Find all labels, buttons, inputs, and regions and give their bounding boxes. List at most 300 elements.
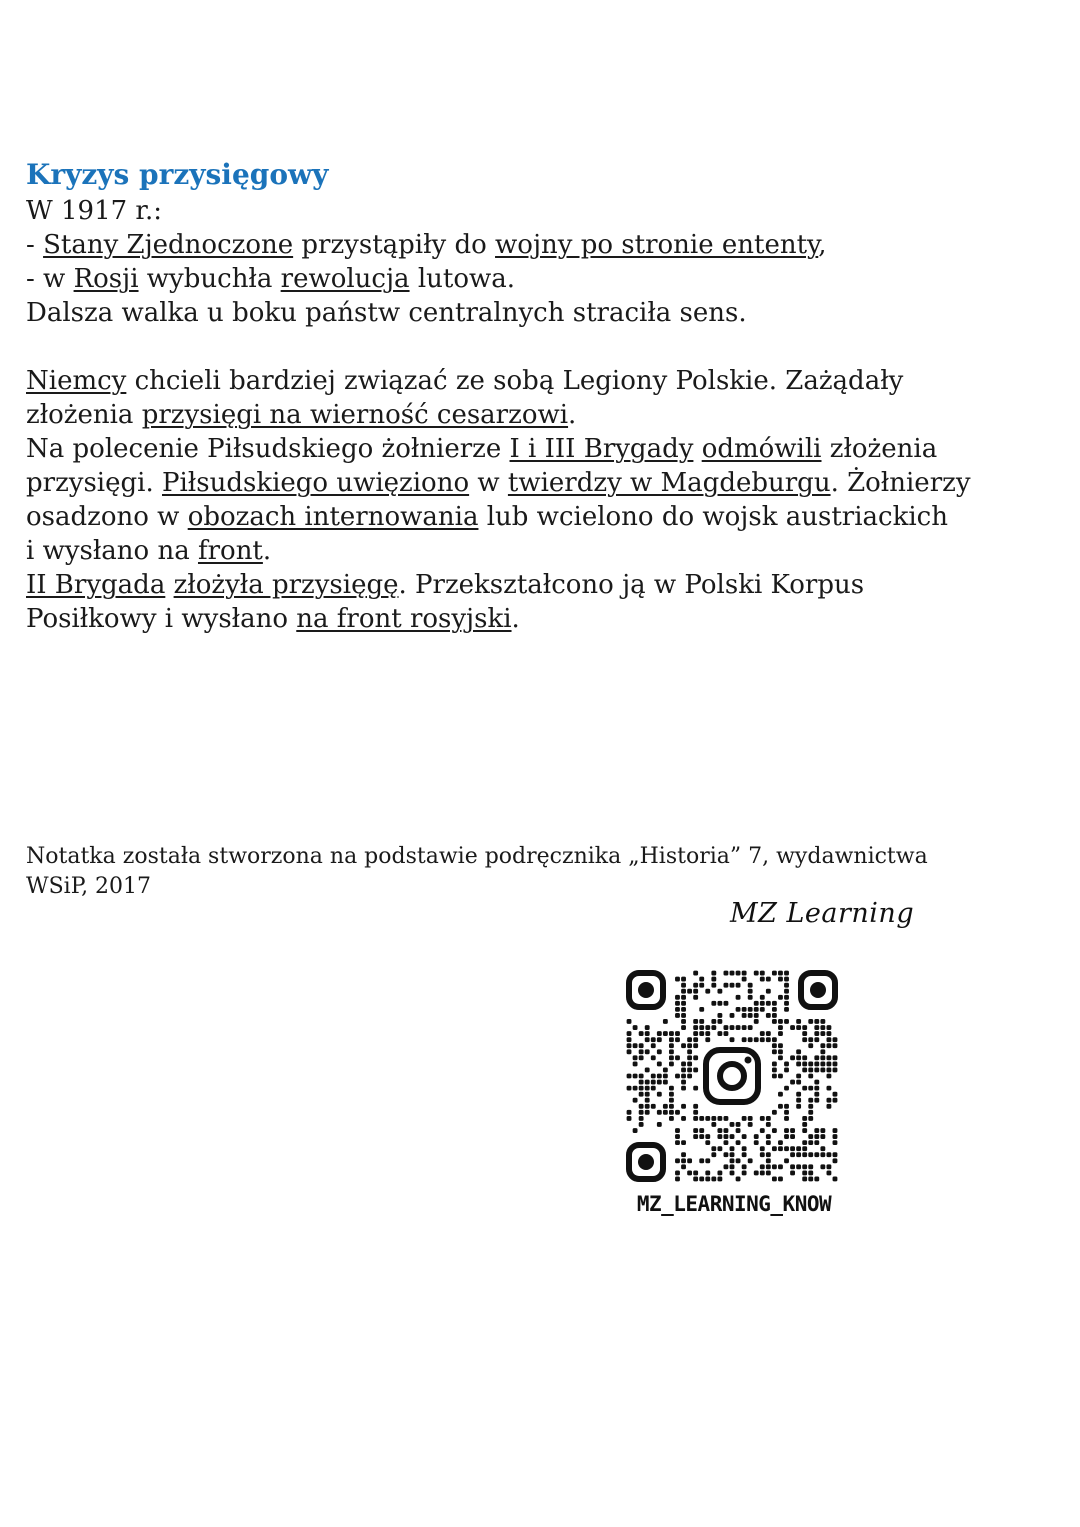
qr-module (766, 1013, 771, 1018)
qr-module (693, 1086, 698, 1091)
qr-module (657, 1037, 662, 1042)
qr-module (772, 1043, 777, 1048)
text: . Żołnierzy (830, 468, 971, 498)
qr-module (826, 1055, 831, 1060)
qr-module (693, 995, 698, 1000)
qr-module (796, 1061, 801, 1066)
underlined-term: na front rosyjski (296, 604, 512, 634)
qr-module (681, 1019, 686, 1024)
signature: MZ Learning (730, 898, 915, 929)
qr-module (760, 1128, 765, 1133)
qr-module (675, 1158, 680, 1163)
qr-module (748, 1007, 753, 1012)
qr-module (693, 1170, 698, 1175)
qr-module (730, 1037, 735, 1042)
qr-module (772, 1061, 777, 1066)
qr-module (705, 1037, 710, 1042)
qr-module (820, 1049, 825, 1054)
qr-module (657, 1080, 662, 1085)
qr-module (645, 1092, 650, 1097)
qr-module (693, 1025, 698, 1030)
qr-module (754, 1170, 759, 1175)
underlined-term: rewolucja (280, 264, 410, 294)
qr-module (808, 1140, 813, 1145)
qr-module (778, 1074, 783, 1079)
qr-module (784, 1134, 789, 1139)
qr-module (633, 1128, 638, 1133)
qr-module (778, 1055, 783, 1060)
qr-module (663, 1074, 668, 1079)
qr-module (681, 1001, 686, 1006)
text: przystąpiły do (293, 230, 496, 260)
qr-module (657, 1074, 662, 1079)
qr-module (724, 1164, 729, 1169)
qr-module (687, 1170, 692, 1175)
qr-module (681, 1068, 686, 1073)
qr-module (802, 1146, 807, 1151)
qr-module (645, 1110, 650, 1115)
qr-module (736, 983, 741, 988)
qr-module (802, 1061, 807, 1066)
qr-module (833, 1128, 838, 1133)
qr-module (681, 1013, 686, 1018)
qr-module (760, 1116, 765, 1121)
qr-module (669, 1043, 674, 1048)
qr-module (627, 1110, 632, 1115)
qr-module (826, 1098, 831, 1103)
qr-module (784, 1146, 789, 1151)
qr-module (820, 1043, 825, 1048)
qr-module (699, 1177, 704, 1182)
qr-module (833, 1092, 838, 1097)
qr-module (711, 1152, 716, 1157)
qr-module (784, 1110, 789, 1115)
text: lub wcielono do wojsk austriackich (478, 502, 948, 532)
qr-module (814, 1140, 819, 1145)
text: osadzono w (26, 502, 188, 532)
qr-module (778, 1092, 783, 1097)
qr-module (687, 1055, 692, 1060)
qr-module (627, 1116, 632, 1121)
qr-module (675, 1128, 680, 1133)
qr-module (820, 1134, 825, 1139)
qr-module (633, 1055, 638, 1060)
qr-module (675, 1055, 680, 1060)
qr-module (711, 977, 716, 982)
qr-module (766, 1001, 771, 1006)
qr-module (693, 983, 698, 988)
qr-module (826, 1031, 831, 1036)
qr-module (717, 989, 722, 994)
qr-module (675, 1177, 680, 1182)
qr-module (808, 1043, 813, 1048)
qr-module (766, 1170, 771, 1175)
text: , (818, 230, 827, 260)
qr-module (657, 1061, 662, 1066)
qr-module (760, 1170, 765, 1175)
qr-module (645, 1104, 650, 1109)
qr-module (796, 1152, 801, 1157)
qr-module (790, 1080, 795, 1085)
qr-module (826, 1104, 831, 1109)
text: chcieli bardziej związać ze sobą Legiony Polskie. Zażądały (126, 366, 904, 396)
qr-module (766, 1140, 771, 1145)
qr-module (687, 1074, 692, 1079)
qr-module (748, 989, 753, 994)
qr-module (651, 1080, 656, 1085)
qr-module (693, 1043, 698, 1048)
qr-module (736, 1122, 741, 1127)
qr-module (705, 1134, 710, 1139)
qr-module (778, 1019, 783, 1024)
qr-module (778, 1104, 783, 1109)
qr-module (717, 1128, 722, 1133)
qr-module (796, 1019, 801, 1024)
text: złożenia (26, 400, 142, 430)
qr-module (669, 1116, 674, 1121)
qr-module (639, 1116, 644, 1121)
qr-module (814, 1098, 819, 1103)
qr-module (820, 1146, 825, 1151)
qr-module (693, 1177, 698, 1182)
qr-module (675, 1134, 680, 1139)
qr-module (645, 1049, 650, 1054)
qr-module (778, 1164, 783, 1169)
qr-module (639, 1031, 644, 1036)
qr-module (808, 1177, 813, 1182)
qr-module (778, 1025, 783, 1030)
qr-module (754, 1001, 759, 1006)
qr-module (687, 1037, 692, 1042)
qr-module (820, 1068, 825, 1073)
qr-module (705, 1177, 710, 1182)
qr-module (681, 1116, 686, 1121)
qr-module (627, 1074, 632, 1079)
qr-module (826, 1068, 831, 1073)
qr-module (669, 1055, 674, 1060)
qr-module (808, 1134, 813, 1139)
text: - w (26, 264, 74, 294)
qr-module (820, 1019, 825, 1024)
qr-module (784, 1061, 789, 1066)
qr-module (802, 1164, 807, 1169)
qr-module (760, 1152, 765, 1157)
qr-module (645, 1037, 650, 1042)
qr-module (754, 1037, 759, 1042)
qr-module (669, 1104, 674, 1109)
qr-module (833, 1134, 838, 1139)
qr-module (699, 1158, 704, 1163)
underlined-term: front (197, 536, 263, 566)
qr-module (675, 995, 680, 1000)
qr-module (790, 1152, 795, 1157)
qr-module (681, 1104, 686, 1109)
qr-module (790, 1025, 795, 1030)
qr-module (711, 1019, 716, 1024)
qr-module (681, 1164, 686, 1169)
qr-module (633, 1086, 638, 1091)
underlined-term: przysięgi na wierność cesarzowi (141, 400, 569, 430)
qr-module (730, 1152, 735, 1157)
qr-module (693, 1128, 698, 1133)
qr-module (808, 1170, 813, 1175)
qr-module (693, 1031, 698, 1036)
qr-module (778, 1049, 783, 1054)
qr-module (675, 1007, 680, 1012)
qr-module (760, 1164, 765, 1169)
qr-module (748, 983, 753, 988)
qr-module (796, 1092, 801, 1097)
qr-module (748, 1116, 753, 1121)
qr-module (796, 1146, 801, 1151)
qr-module (724, 1116, 729, 1121)
qr-module (633, 1098, 638, 1103)
qr-module (645, 1098, 650, 1103)
qr-module (724, 1128, 729, 1133)
qr-module (808, 1104, 813, 1109)
qr-module (802, 1086, 807, 1091)
qr-module (748, 1025, 753, 1030)
qr-module (693, 1134, 698, 1139)
qr-module (760, 1001, 765, 1006)
source-line: WSiP, 2017 (26, 874, 152, 899)
instagram-handle[interactable]: MZ_LEARNING_KNOW (636, 1192, 832, 1216)
intro-line: W 1917 r.: (26, 196, 163, 226)
qr-module (802, 1170, 807, 1175)
intro-paragraph (26, 194, 1046, 330)
qr-module (760, 977, 765, 982)
qr-module (796, 1098, 801, 1103)
text: . (568, 400, 577, 430)
qr-module (766, 1164, 771, 1169)
qr-module (687, 1158, 692, 1163)
qr-module (833, 1177, 838, 1182)
qr-module (724, 1001, 729, 1006)
qr-module (699, 1007, 704, 1012)
qr-module (820, 1128, 825, 1133)
text: Posiłkowy i wysłano (26, 604, 297, 634)
qr-module (699, 1128, 704, 1133)
qr-module (663, 1104, 668, 1109)
qr-module (651, 1104, 656, 1109)
qr-module (675, 1031, 680, 1036)
qr-module (699, 983, 704, 988)
text (693, 434, 701, 464)
qr-module (808, 1098, 813, 1103)
qr-module (651, 1037, 656, 1042)
qr-module (711, 1001, 716, 1006)
qr-module (724, 1025, 729, 1030)
qr-module (724, 1134, 729, 1139)
qr-module (826, 1025, 831, 1030)
qr-module (639, 1086, 644, 1091)
qr-module (778, 977, 783, 982)
qr-module (705, 1031, 710, 1036)
qr-module (705, 1025, 710, 1030)
qr-module (736, 1140, 741, 1145)
qr-module (742, 1116, 747, 1121)
qr-module (826, 1170, 831, 1175)
qr-module (808, 1164, 813, 1169)
qr-module (826, 1086, 831, 1091)
qr-module (639, 1092, 644, 1097)
qr-module (742, 1025, 747, 1030)
qr-module (651, 1086, 656, 1091)
qr-module (724, 1152, 729, 1157)
qr-code[interactable] (626, 970, 838, 1182)
qr-module (790, 1146, 795, 1151)
qr-module (693, 1055, 698, 1060)
qr-module (802, 1140, 807, 1145)
text: i wysłano na (26, 536, 198, 566)
qr-module (784, 977, 789, 982)
qr-module (814, 1128, 819, 1133)
qr-module (766, 1134, 771, 1139)
qr-module (772, 1013, 777, 1018)
qr-module (736, 1128, 741, 1133)
qr-module (651, 1055, 656, 1060)
qr-module (772, 1074, 777, 1079)
page-title: Kryzys przysięgowy (26, 158, 329, 191)
qr-module (730, 1025, 735, 1030)
qr-module (820, 1164, 825, 1169)
qr-module (820, 1061, 825, 1066)
qr-module (730, 971, 735, 976)
qr-module (669, 1061, 674, 1066)
main-paragraph (26, 364, 1046, 636)
qr-module (796, 1164, 801, 1169)
qr-module (711, 971, 716, 976)
qr-module (651, 1043, 656, 1048)
qr-module (663, 1068, 668, 1073)
qr-module (736, 971, 741, 976)
qr-module (784, 1007, 789, 1012)
main-line (26, 534, 1046, 568)
qr-module (748, 995, 753, 1000)
qr-module (772, 1007, 777, 1012)
qr-module (717, 1146, 722, 1151)
qr-module (699, 1019, 704, 1024)
qr-module (705, 1170, 710, 1175)
qr-module (681, 983, 686, 988)
qr-module (814, 1134, 819, 1139)
qr-module (826, 1037, 831, 1042)
qr-module (748, 1122, 753, 1127)
source-line: Notatka została stworzona na podstawie podręcznika „Historia” 7, wydawnictwa (26, 844, 928, 869)
qr-module (772, 1128, 777, 1133)
underlined-term: twierdzy w Magdeburgu (507, 468, 831, 498)
text: w (469, 468, 508, 498)
qr-module (627, 1037, 632, 1042)
qr-module (742, 1037, 747, 1042)
qr-module (675, 1001, 680, 1006)
qr-module (711, 1122, 716, 1127)
qr-module (833, 1140, 838, 1145)
qr-module (687, 1068, 692, 1073)
underlined-term: odmówili (701, 434, 822, 464)
qr-module (724, 983, 729, 988)
text: wybuchła (138, 264, 281, 294)
qr-module (790, 1170, 795, 1175)
qr-module (814, 1025, 819, 1030)
qr-module (772, 971, 777, 976)
qr-module (705, 1116, 710, 1121)
text: złożenia (821, 434, 938, 464)
qr-module (754, 1013, 759, 1018)
qr-module (833, 1068, 838, 1073)
qr-module (833, 1158, 838, 1163)
qr-module (639, 1080, 644, 1085)
qr-module (772, 1177, 777, 1182)
qr-module (736, 1177, 741, 1182)
qr-module (645, 1031, 650, 1036)
qr-module (820, 1152, 825, 1157)
qr-module (711, 1177, 716, 1182)
qr-module (717, 1134, 722, 1139)
text: . (511, 604, 520, 634)
qr-finder-bottom-left (629, 1145, 663, 1179)
qr-module (772, 1049, 777, 1054)
qr-module (730, 1158, 735, 1163)
qr-module (705, 1140, 710, 1145)
main-line (26, 602, 1046, 636)
qr-module (639, 1055, 644, 1060)
qr-module (833, 1037, 838, 1042)
qr-module (717, 1177, 722, 1182)
qr-module (693, 1116, 698, 1121)
qr-module (778, 1031, 783, 1036)
qr-module (675, 1037, 680, 1042)
instagram-icon (700, 1044, 764, 1108)
qr-module (778, 995, 783, 1000)
qr-module (724, 1140, 729, 1145)
qr-module (705, 1158, 710, 1163)
qr-module (760, 1031, 765, 1036)
qr-module (796, 1074, 801, 1079)
underlined-term: I i III Brygady (509, 434, 694, 464)
qr-module (627, 1031, 632, 1036)
qr-module (754, 1019, 759, 1024)
qr-finder-top-right (801, 973, 835, 1007)
qr-module (784, 1116, 789, 1121)
qr-module (820, 1025, 825, 1030)
source-note (26, 842, 1046, 902)
qr-module (784, 1104, 789, 1109)
text (165, 570, 173, 600)
underlined-term: obozach internowania (187, 502, 479, 532)
underlined-term: wojny po stronie ententy (495, 230, 819, 260)
qr-module (669, 1037, 674, 1042)
qr-module (802, 1031, 807, 1036)
text: . Przekształcono ją w Polski Korpus (398, 570, 865, 600)
qr-module (663, 1019, 668, 1024)
qr-module (730, 983, 735, 988)
qr-module (669, 1092, 674, 1097)
qr-module (675, 1140, 680, 1145)
qr-module (742, 1164, 747, 1169)
qr-module (814, 1019, 819, 1024)
qr-module (814, 1092, 819, 1097)
qr-module (766, 989, 771, 994)
qr-module (784, 1086, 789, 1091)
main-line (26, 432, 1046, 466)
qr-module (808, 1019, 813, 1024)
qr-module (772, 1001, 777, 1006)
qr-module (766, 1122, 771, 1127)
qr-module (717, 1170, 722, 1175)
qr-module (766, 1037, 771, 1042)
qr-module (772, 1110, 777, 1115)
